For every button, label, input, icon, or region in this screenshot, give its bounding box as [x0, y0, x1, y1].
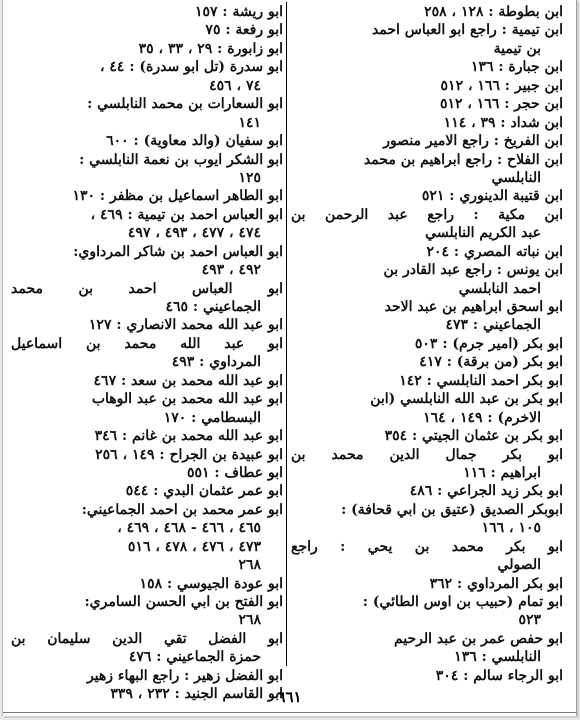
index-entry-line: ابو الشكر ايوب بن نعمة النابلسي :	[79, 151, 283, 168]
index-entry-line: ١٢٥	[238, 169, 261, 186]
index-entry-line: ابو عبد الله محمد بن غانم : ٣٤٦	[94, 428, 283, 445]
index-entry-line: ابن حجر : ١٦٦ ، ٥١٢	[439, 96, 563, 113]
index-entry-line: ابو القاسم الجنيد : ٢٣٢ ، ٣٣٩	[110, 686, 283, 703]
index-column-right	[291, 3, 563, 684]
index-entry-line: حمزة الجماعيني : ٤٧٦	[128, 649, 261, 666]
index-entry-line: ابو حفص عمر بن عبد الرحيم	[393, 630, 563, 647]
index-entry-line: ابو سفيان (والد معاوية) : ٦٠٠	[106, 133, 283, 150]
index-entry-line: ابوبكر الصديق (عتيق بن ابي قحافة) :	[341, 501, 563, 518]
index-entry-line: ابراهيم : ١١٦	[463, 464, 541, 481]
index-entry-line: ابو اسحق ابراهيم بن عبد الاحد	[384, 299, 563, 315]
index-entry-line: ابو زابورة : ٢٩ ، ٣٣ ، ٣٥	[138, 40, 283, 57]
index-entry-line: ابن يونس : راجع عبد القادر بن	[383, 262, 563, 279]
index-entry-line: ابن مكية : راجع عبد الرحمن بن	[291, 206, 563, 223]
index-entry-line: ابن الفريخ : راجع الامير منصور	[383, 133, 563, 150]
index-entry-line: ٧٤ ، ٤٥٦	[209, 77, 261, 94]
index-entry-line: النابلسي	[491, 169, 541, 186]
page-bottom-rule	[3, 712, 576, 713]
index-entry-line: ابن نباته المصري : ٢٠٤	[426, 243, 563, 260]
index-entry-line: ٢٦٨	[238, 557, 261, 574]
index-entry-line: ابو رفعة : ٧٥	[205, 22, 283, 39]
index-entry-line: ١٠٥ ، ١٦٦	[481, 520, 541, 537]
index-entry-line: ابو العباس احمد بن شاكر المرداوي:	[73, 243, 283, 260]
index-entry-line: الجماعيني : ٤٦٥	[165, 299, 261, 315]
index-entry-line: ابو الفتح بن ابي الحسن السامري:	[84, 594, 283, 610]
index-entry-line: ابو الفضل زهير : راجع البهاء زهير	[86, 667, 283, 684]
index-entry-line: ابو عمر محمد بن احمد الجماعيني:	[81, 501, 283, 518]
index-entry-line: ٤٩٢ ، ٤٩٣	[201, 262, 261, 279]
index-entry-line: ابو الرجاء سالم : ٣٠٤	[435, 667, 563, 684]
index-entry-line: ١٤١	[238, 114, 261, 131]
index-entry-line: ابو ريشة : ١٥٧	[194, 4, 283, 20]
index-entry-line: ابو تمام (حبيب بن اوس الطائي) :	[362, 594, 563, 610]
index-entry-line: ابو بكر بن عثمان الجيتي : ٣٥٤	[384, 428, 563, 445]
index-entry-line: ابو سدرة (تل ابو سدرة) : ٤٤ ،	[100, 59, 283, 76]
index-entry-line: ابو بكر بن عبد الله النابلسي (ابن	[370, 391, 563, 408]
index-entry-line: ٤٧٣ ، ٤٧٦ ، ٤٧٨ ، ٥١٦	[127, 538, 261, 555]
index-entry-line: عبد الكريم النابلسي	[425, 225, 541, 242]
index-entry-line: ابو العباس احمد بن تيمية : ٤٦٩ ،	[90, 206, 283, 223]
index-entry-line: ابن الفلاح : راجع ابراهيم بن محمد	[363, 151, 563, 168]
index-entry-line: الصولي	[497, 557, 541, 574]
index-entry-line: بن تيمية	[493, 40, 541, 57]
index-entry-line: ابو عودة الجيوسي : ١٥٨	[139, 575, 283, 592]
index-entry-line: ابو بكر المرداوي : ٣٦٢	[429, 575, 563, 592]
index-entry-line: ابو عمر عثمان البدي : ٥٤٤	[125, 483, 283, 500]
index-entry-line: ابو عبد الله محمد بن سعد : ٤٦٧	[93, 372, 283, 389]
index-entry-line: ٥٢٣	[518, 612, 541, 629]
index-entry-line: ابو بكر محمد بن يحي : راجع	[291, 538, 563, 555]
index-entry-line: ابن جبير : ١٦٦ ، ٥١٢	[440, 77, 563, 94]
index-entry-line: ابن قتيبة الدينوري : ٥٢١	[421, 188, 563, 205]
index-entry-line: الاخرم) : ١٤٩ ، ١٦٤	[423, 409, 541, 426]
index-entry-line: الجماعيني : ٤٧٣	[445, 317, 541, 334]
column-divider	[286, 2, 287, 666]
index-entry-line: ابو الفضل تقي الدين سليمان بن	[11, 630, 283, 647]
index-entry-line: ابو العباس احمد بن محمد	[11, 280, 283, 297]
index-entry-line: ابو عبيدة بن الجراح : ١٤٩ ، ٢٥٦	[95, 446, 283, 463]
index-entry-line: ٢٦٨	[238, 612, 261, 629]
index-entry-line: ٤٧٤ ، ٤٧٧ ، ٤٩٣ ، ٤٩٧	[127, 225, 261, 242]
index-entry-line: ابو الطاهر اسماعيل بن مظفر : ١٣٠	[72, 188, 283, 205]
index-entry-line: ابو بكر زيد الجراعي : ٤٨٦	[409, 483, 563, 500]
index-page	[2, 0, 577, 716]
index-entry-line: ابو بكر جمال الدين محمد بن	[291, 446, 563, 463]
index-entry-line: ابو بكر (امير جرم) : ٥٠٣	[414, 335, 563, 352]
index-entry-line: ابو عبد الله محمد بن اسماعيل	[11, 335, 283, 352]
index-entry-line: احمد النابلسي	[458, 280, 541, 297]
index-entry-line: ابو عبد الله محمد بن عبد الوهاب	[91, 391, 283, 408]
index-entry-line: ابو عبد الله محمد الانصاري : ١٢٧	[88, 317, 283, 334]
index-column-left	[11, 3, 283, 703]
index-entry-line: ابو بكر احمد النابلسي : ١٤٢	[399, 372, 563, 389]
index-entry-line: ابو عطاف : ٥٥١	[187, 464, 283, 481]
index-entry-line: ابن جبارة : ١٣٦	[470, 59, 563, 76]
index-entry-line: ابن تيمية : راجع ابو العباس احمد	[371, 22, 563, 39]
index-entry-line: ابو بكر (من برقة) : ٤١٧	[419, 354, 563, 371]
index-entry-line: المرداوي : ٤٩٣	[171, 354, 261, 371]
index-entry-line: ابن شداد : ٣٩ ، ١١٤	[443, 114, 563, 131]
index-entry-line: النابلسي : ١٣٦	[454, 649, 541, 666]
page-number: ٦٦١	[277, 688, 302, 706]
index-entry-line: ٤٦٥ ، ٤٦٦ - ٤٦٨ ، ٤٦٩ ،	[117, 520, 261, 537]
index-entry-line: ابو السعارات بن محمد النابلسي :	[87, 96, 283, 113]
index-entry-line: ابن بطوطة : ١٢٨ ، ٢٥٨	[424, 4, 563, 20]
index-entry-line: البسطامي : ١٧٠	[163, 409, 261, 426]
